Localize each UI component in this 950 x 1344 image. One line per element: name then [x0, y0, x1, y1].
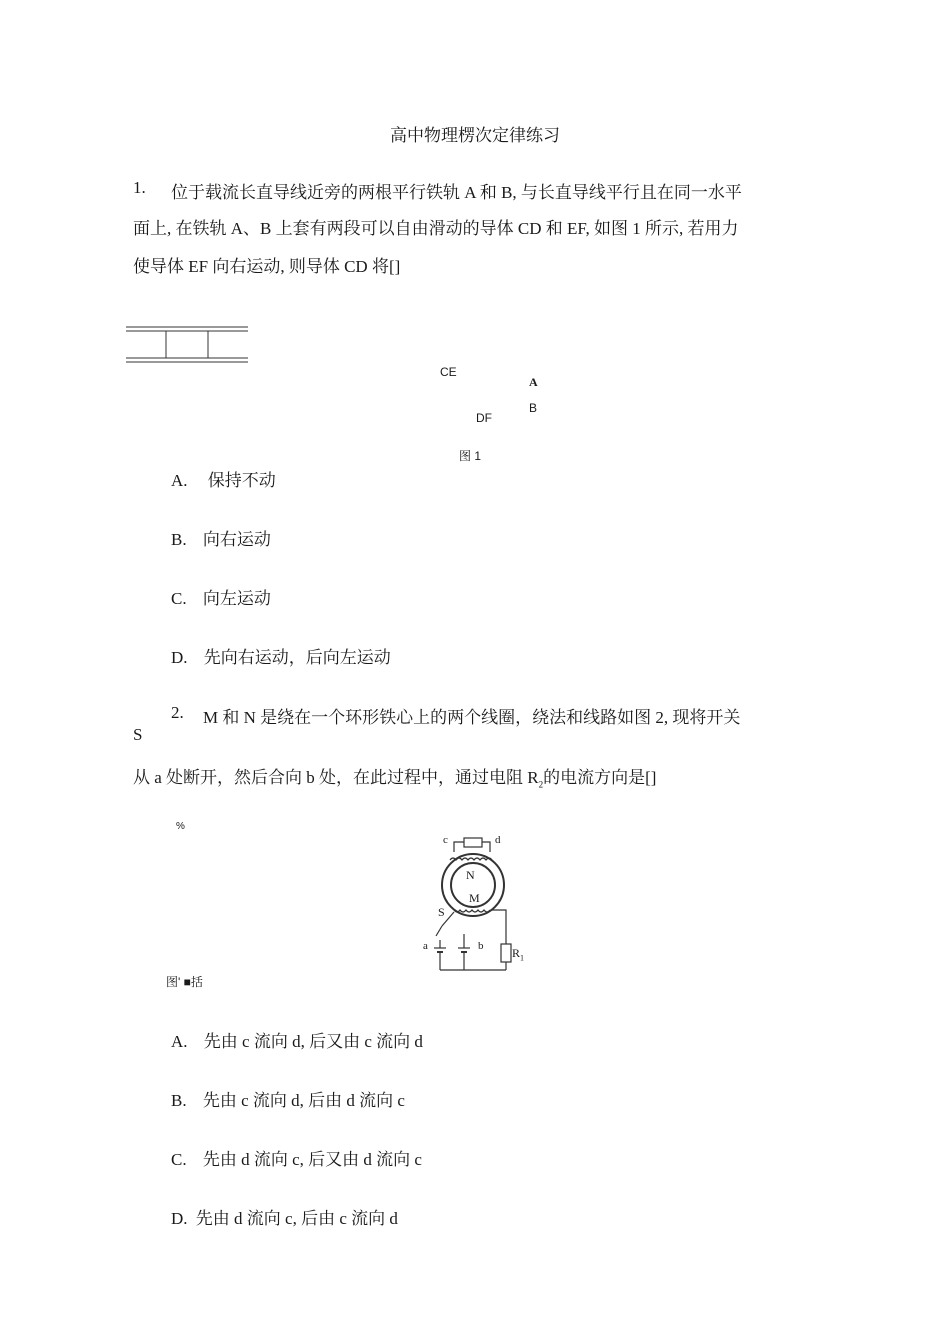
fig2-label-b: b: [478, 940, 484, 952]
fig1-label-ce: CE: [440, 365, 457, 379]
fig2-label-r: R: [512, 946, 521, 960]
option-text: 保持不动: [207, 471, 276, 490]
q1-text-line2: 面上, 在铁轨 A、B 上套有两段可以自由滑动的导体 CD 和 EF, 如图 1 所示, 若用力: [133, 219, 739, 238]
q2-option-c: [171, 1145, 422, 1170]
q2-text-line2-post: 的电流方向是[]: [543, 768, 657, 787]
page-title: 高中物理楞次定律练习: [390, 126, 560, 145]
option-text: 向左运动: [202, 589, 271, 608]
option-letter: D.: [171, 1209, 188, 1228]
fig2-caption: 图' ■括: [166, 975, 203, 989]
q1-option-b: [171, 525, 271, 550]
option-letter: A.: [171, 1032, 188, 1051]
option-text: 向右运动: [202, 530, 271, 549]
q1-text-line3: 使导体 EF 向右运动, 则导体 CD 将[]: [133, 257, 401, 276]
option-letter: A.: [171, 471, 188, 490]
q2-text-line2-pre: 从 a 处断开，然后合向 b 处，在此过程中，通过电阻 R: [133, 768, 539, 787]
q2-option-d: [171, 1204, 398, 1229]
fig1-label-df: DF: [476, 411, 492, 425]
q1-text-line1: 位于载流长直导线近旁的两根平行铁轨 A 和 B, 与长直导线平行且在同一水平: [171, 183, 742, 202]
fig2-label-r-sub: 1: [520, 953, 525, 963]
fig2-label-c: c: [443, 834, 448, 846]
fig2-label-d: d: [495, 834, 501, 846]
q2-text-line2-sub: 2: [538, 779, 544, 790]
q2-number: 2.: [171, 703, 184, 722]
option-text: 先由 d 流向 c, 后又由 d 流向 c: [202, 1150, 422, 1169]
q2-option-a: [171, 1027, 423, 1052]
option-text: 先由 c 流向 d, 后由 d 流向 c: [202, 1091, 405, 1110]
option-letter: C.: [171, 1150, 187, 1169]
q2-text-line1b: S: [133, 725, 143, 744]
q1-option-d: [171, 643, 391, 668]
fig1-label-b: B: [529, 401, 538, 415]
fig2-label-s: S: [438, 905, 445, 919]
fig1-caption: 图 1: [459, 449, 482, 463]
fig1-label-a: A: [529, 375, 538, 389]
option-letter: D.: [171, 648, 188, 667]
fig2-label-m: M: [469, 891, 480, 905]
fig2-label-n: N: [466, 868, 475, 882]
option-text: 先由 c 流向 d, 后又由 c 流向 d: [203, 1032, 423, 1051]
q2-text-line1: M 和 N 是绕在一个环形铁心上的两个线圈，绕法和线路如图 2, 现将开关: [203, 708, 741, 727]
q1-number: 1.: [133, 178, 146, 197]
option-letter: C.: [171, 589, 187, 608]
rails-diagram: [125, 324, 251, 366]
q1-option-c: [171, 584, 271, 609]
option-letter: B.: [171, 1091, 187, 1110]
option-text: 先由 d 流向 c, 后由 c 流向 d: [195, 1209, 398, 1228]
fig2-label-r1: [512, 946, 524, 962]
q2-option-b: [171, 1086, 405, 1111]
q2-text-line2: [133, 763, 656, 789]
q1-option-a: [171, 466, 276, 491]
fig2-label-a: a: [423, 940, 428, 952]
option-letter: B.: [171, 530, 187, 549]
option-text: 先向右运动，后向左运动: [203, 648, 391, 667]
stray-mark: %: [176, 821, 185, 832]
